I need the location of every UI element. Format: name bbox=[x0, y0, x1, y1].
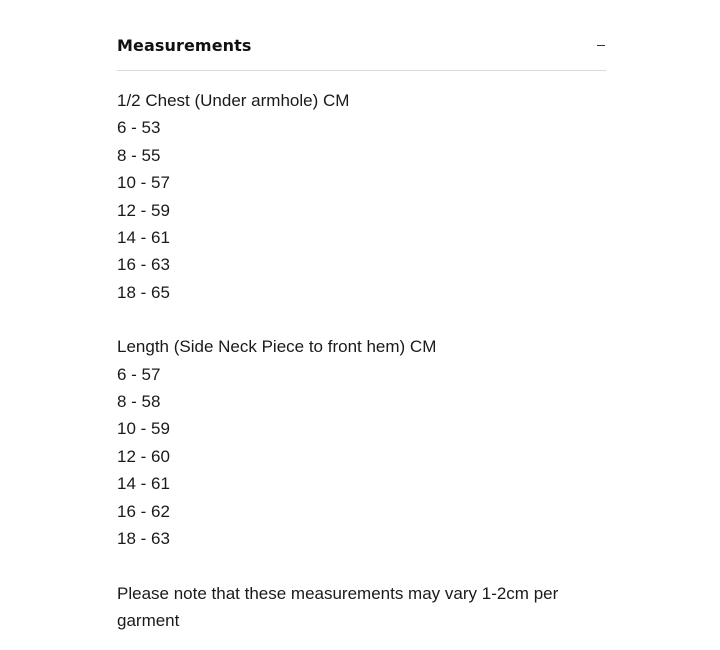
chest-row: 6 - 53 bbox=[117, 118, 161, 138]
length-heading: Length (Side Neck Piece to front hem) CM bbox=[117, 337, 437, 357]
length-row: 6 - 57 bbox=[117, 364, 161, 384]
chest-heading: 1/2 Chest (Under armhole) CM bbox=[117, 91, 350, 110]
chest-row: 8 - 55 bbox=[117, 145, 161, 165]
measurement-note: Please note that these measurements may vary 1-2cm per garment bbox=[117, 583, 559, 630]
measurements-accordion bbox=[117, 0, 606, 630]
minus-icon[interactable] bbox=[597, 45, 605, 46]
accordion-title: Measurements bbox=[117, 36, 252, 55]
length-row: 10 - 59 bbox=[117, 419, 170, 439]
chest-row: 10 - 57 bbox=[117, 173, 170, 193]
accordion-header[interactable] bbox=[117, 0, 606, 71]
length-row: 12 - 60 bbox=[117, 446, 170, 466]
length-measurements bbox=[117, 333, 606, 552]
length-row: 18 - 63 bbox=[117, 529, 170, 549]
chest-row: 12 - 59 bbox=[117, 200, 170, 220]
chest-row: 14 - 61 bbox=[117, 228, 170, 248]
chest-measurements bbox=[117, 87, 606, 306]
chest-row: 18 - 65 bbox=[117, 282, 170, 302]
length-row: 16 - 62 bbox=[117, 501, 170, 521]
length-row: 8 - 58 bbox=[117, 392, 161, 412]
chest-row: 16 - 63 bbox=[117, 255, 170, 275]
accordion-content bbox=[117, 87, 606, 634]
length-row: 14 - 61 bbox=[117, 474, 170, 494]
